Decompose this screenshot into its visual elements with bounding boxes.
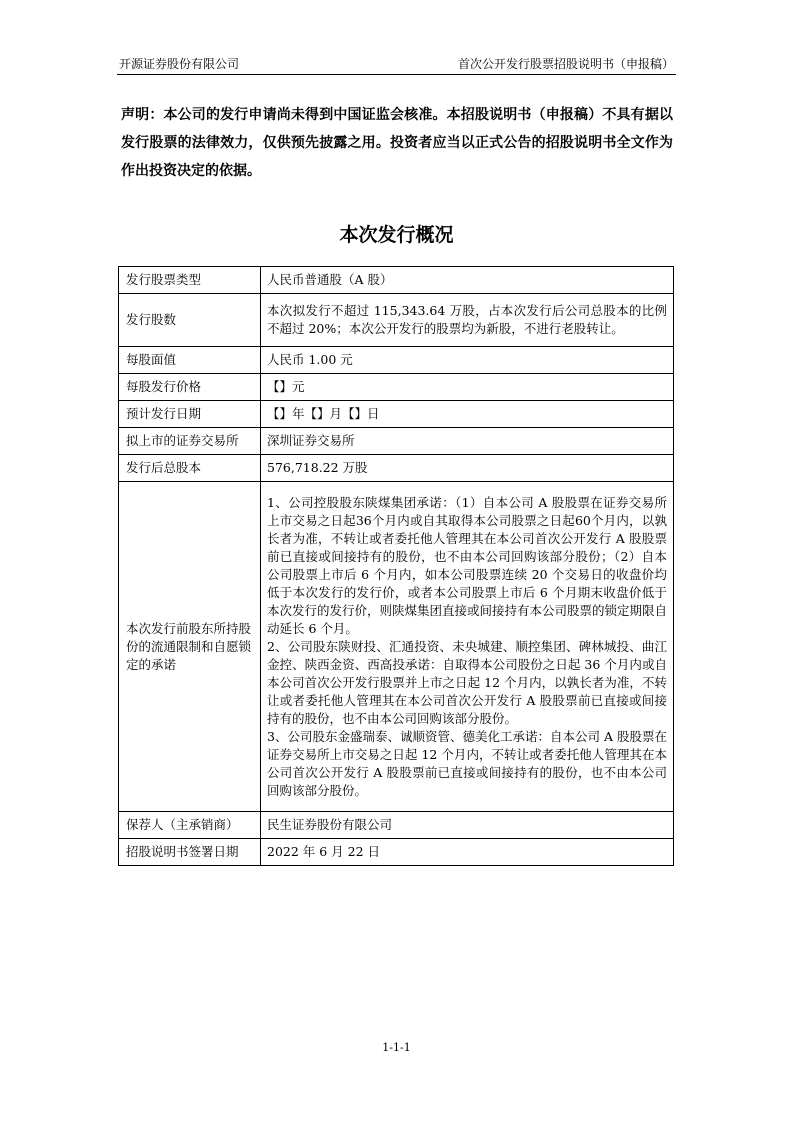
row-value-total-shares: 576,718.22 万股 [261, 455, 674, 482]
table-row [119, 374, 674, 401]
table-row [119, 482, 674, 812]
row-label-issue-date: 预计发行日期 [119, 401, 261, 428]
row-value-exchange: 深圳证券交易所 [261, 428, 674, 455]
header-company: 开源证券股份有限公司 [119, 57, 240, 71]
disclaimer-statement: 声明：本公司的发行申请尚未得到中国证监会核准。本招股说明书（申报稿）不具有据以发行股票的法律效力，仅供预先披露之用。投资者应当以正式公告的招股说明书全文作为作出投资决定的依据。 [121, 107, 673, 179]
table-row [119, 428, 674, 455]
row-label-issue-price: 每股发行价格 [119, 374, 261, 401]
row-value-par-value: 人民币 1.00 元 [261, 347, 674, 374]
row-label-stock-type: 发行股票类型 [119, 267, 261, 294]
row-value-signing-date: 2022 年 6 月 22 日 [261, 839, 674, 866]
row-value-share-count: 本次拟发行不超过 115,343.64 万股，占本次发行后公司总股本的比例不超过 20%；本次公开发行的股票均为新股，不进行老股转让。 [261, 294, 674, 347]
row-value-lockup-commitments [261, 482, 674, 812]
table-row [119, 267, 674, 294]
row-label-signing-date: 招股说明书签署日期 [119, 839, 261, 866]
header-rule [117, 74, 676, 75]
table-row [119, 455, 674, 482]
table-row [119, 812, 674, 839]
table-row [119, 839, 674, 866]
offering-overview-table [118, 266, 674, 866]
row-label-total-shares: 发行后总股本 [119, 455, 261, 482]
lockup-commitment-paragraph: 1、公司控股股东陕煤集团承诺：（1）自本公司 A 股股票在证券交易所上市交易之日起36个月内或自其取得本公司股票之日起60个月内，以孰长者为准，不转让或者委托他人管理其在本公司首次公开发行 A 股股票前已直接或间接持有的股份，也不由本公司回购该部分股份；（2）自本公司股票上市后 6 个月内，如本公司股票连续 20 个交易日的收盘价均低于本次发行的发行价，或者本公司股票上市后 6 个月期末收盘价低于本次发行的发行价，则陕煤集团直接或间接持有本公司股票的锁定期限自动延长 6 个月。 [267, 494, 668, 636]
header-doc-type: 首次公开发行股票招股说明书（申报稿） [457, 57, 674, 71]
row-value-issue-price: 【】元 [261, 374, 674, 401]
row-label-par-value: 每股面值 [119, 347, 261, 374]
row-label-share-count: 发行股数 [119, 294, 261, 347]
row-value-sponsor: 民生证券股份有限公司 [261, 812, 674, 839]
page-number: 1-1-1 [382, 1041, 411, 1054]
row-value-stock-type: 人民币普通股（A 股） [261, 267, 674, 294]
row-value-issue-date: 【】年【】月【】日 [261, 401, 674, 428]
row-label-exchange: 拟上市的证券交易所 [119, 428, 261, 455]
lockup-commitment-paragraph: 3、公司股东金盛瑞泰、诚顺资管、德美化工承诺：自本公司 A 股股票在证券交易所上市交易之日起 12 个月内，不转让或者委托他人管理其在本公司首次公开发行 A 股股票前已直接或间接持有的股份，也不由本公司回购该部分股份。 [267, 728, 667, 798]
page-title: 本次发行概况 [339, 224, 454, 246]
row-label-lockup-commitments: 本次发行前股东所持股份的流通限制和自愿锁定的承诺 [119, 482, 261, 812]
table-row [119, 294, 674, 347]
lockup-commitment-paragraph: 2、公司股东陕财投、汇通投资、未央城建、顺控集团、碑林城投、曲江金控、陕西金资、西高投承诺：自取得本公司股份之日起 36 个月内或自本公司首次公开发行股票并上市之日起 12 个月内，以孰长者为准，不转让或者委托他人管理其在本公司首次公开发行 A 股股票前已直接或间接持有的股份，也不由本公司回购该部分股份。 [267, 638, 667, 726]
table-row [119, 401, 674, 428]
row-label-sponsor: 保荐人（主承销商） [119, 812, 261, 839]
table-row [119, 347, 674, 374]
